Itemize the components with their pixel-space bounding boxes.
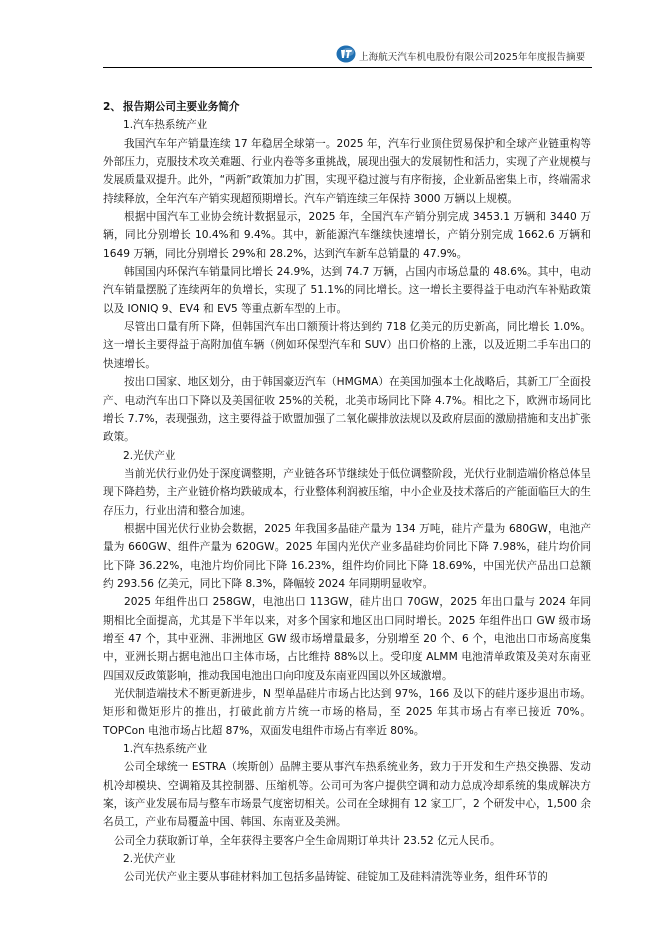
section-number: 2、	[103, 101, 121, 113]
paragraph: 公司全球统一 ESTRA（埃斯创）品牌主要从事汽车热系统业务，致力于开发和生产热交换器、发动机冷却模块、空调箱及其控制器、压缩机等。公司可为客户提供空调和动力总成冷却系统的集成解决方案，该产业发展布局与整车市场景气度密切相关。公司在全球拥有 12 家工厂，2 个研发中心，1,500 余名员工，产业布局覆盖中国、韩国、东南亚及美洲。	[103, 761, 591, 829]
subheading-auto-thermal-company: 1.汽车热系统产业	[123, 743, 208, 756]
paragraph: 当前光伏行业仍处于深度调整期，产业链各环节继续处于低位调整阶段，光伏行业制造端价格总体呈现下降趋势，主产业链价格均跌破成本，行业整体利润被压缩，中小企业及技术落后的产能面临巨大的生存压力，行业出清和整合加速。	[103, 467, 591, 517]
header-title: 上海航天汽车机电股份有限公司2025年年度报告摘要	[359, 52, 586, 63]
paragraph: 公司光伏产业主要从事硅材料加工包括多晶铸锭、硅锭加工及硅料清洗等业务，组件环节的	[124, 871, 548, 884]
subheading-auto-thermal: 1.汽车热系统产业	[123, 119, 208, 132]
paragraph: 尽管出口量有所下降，但韩国汽车出口额预计将达到约 718 亿美元的历史新高，同比增长 1.0%。这一增长主要得益于高附加值车辆（例如环保型汽车和 SUV）出口价格的上涨，以及近期二手车出口的快速增长。	[103, 321, 591, 370]
paragraph: 按出口国家、地区划分，由于韩国豪迈汽车（HMGMA）在美国加强本土化战略后，其新工厂全面投产、电动汽车出口下降以及美国征收 25%的关税，北美市场同比下降 4.7%。相比之下，欧洲市场同比增长 7.7%，表现强劲，这主要得益于欧盟加强了二氧化碳排放法规以及政府层面的激励措施和支出扩张政策。	[103, 376, 591, 444]
paragraph: 韩国国内环保汽车销量同比增长 24.9%，达到 74.7 万辆，占国内市场总量的 48.6%。其中，电动汽车销量摆脱了连续两年的负增长，实现了 51.1%的同比增长。这一增长主要得益于电动汽车补贴政策以及 IONIQ 9、EV4 和 EV5 等重点新车型的上市。	[103, 266, 591, 315]
company-logo-icon	[336, 44, 356, 64]
section-title: 报告期公司主要业务简介	[123, 101, 240, 113]
subheading-photovoltaic: 2.光伏产业	[123, 449, 176, 462]
header-divider	[103, 67, 592, 68]
paragraph: 我国汽车年产销量连续 17 年稳居全球第一。2025 年，汽车行业顶住贸易保护和全球产业链重构等外部压力，克服技术攻关难题、行业内卷等多重挑战，展现出强大的发展韧性和活力，实现了产业规模与发展质量双提升。此外，“两新”政策加力扩围，实现平稳过渡与有序衔接，企业新品密集上市，终端需求持续释放，全年汽车产销实现超预期增长。汽车产销连续三年保持 3000 万辆以上规模。	[103, 137, 591, 205]
paragraph: 光伏制造端技术不断更新进步，N 型单晶硅片市场占比达到 97%，166 及以下的硅片逐步退出市场。矩形和微矩形片的推出，打破此前方片统一市场的格局，至 2025 年其市场占有率已接近 70%。TOPCon 电池市场占比超 87%，双面发电组件市场占有率近 80%。	[103, 688, 591, 737]
paragraph: 2025 年组件出口 258GW，电池出口 113GW，硅片出口 70GW，2025 年出口量与 2024 年同期相比全面提高，尤其是下半年以来，对多个国家和地区出口同时增长。2025 年组件出口 GW 级市场增至 47 个，其中亚洲、非洲地区 GW 级市场增量最多，分别增至 20 个、6 个，电池出口市场高度集中，亚洲长期占据电池出口主体市场，占比维持 88%以上。受印度 ALMM 电池清单政策及美对东南亚四国双反政策影响，推动我国电池出口向印度及东南亚四国以外区域激增。	[103, 596, 591, 682]
page-header	[0, 0, 662, 70]
paragraph: 公司全力获取新订单，全年获得主要客户全生命周期订单共计 23.52 亿元人民币。	[114, 834, 501, 847]
paragraph: 根据中国光伏行业协会数据，2025 年我国多晶硅产量为 134 万吨，硅片产量为 680GW，电池产量为 660GW、组件产量为 620GW。2025 年国内光伏产业多晶硅均价同比下降 7.98%，硅片均价同比下降 36.22%，电池片均价同比下降 16.23%，组件均价同比下降 18.69%，中国光伏产品出口总额约 293.56 亿美元，同比下降 8.3%，降幅较 2024 年同期明显收窄。	[103, 522, 591, 590]
subheading-photovoltaic-company: 2.光伏产业	[123, 853, 176, 866]
document-body	[103, 98, 591, 887]
paragraph: 根据中国汽车工业协会统计数据显示，2025 年，全国汽车产销分别完成 3453.1 万辆和 3440 万辆，同比分别增长 10.4%和 9.4%。其中，新能源汽车继续快速增长，产销分别完成 1662.6 万辆和 1649 万辆，同比分别增长 29%和 28.2%，达到汽车新车总销量的 47.9%。	[103, 211, 591, 260]
section-heading	[103, 98, 591, 116]
